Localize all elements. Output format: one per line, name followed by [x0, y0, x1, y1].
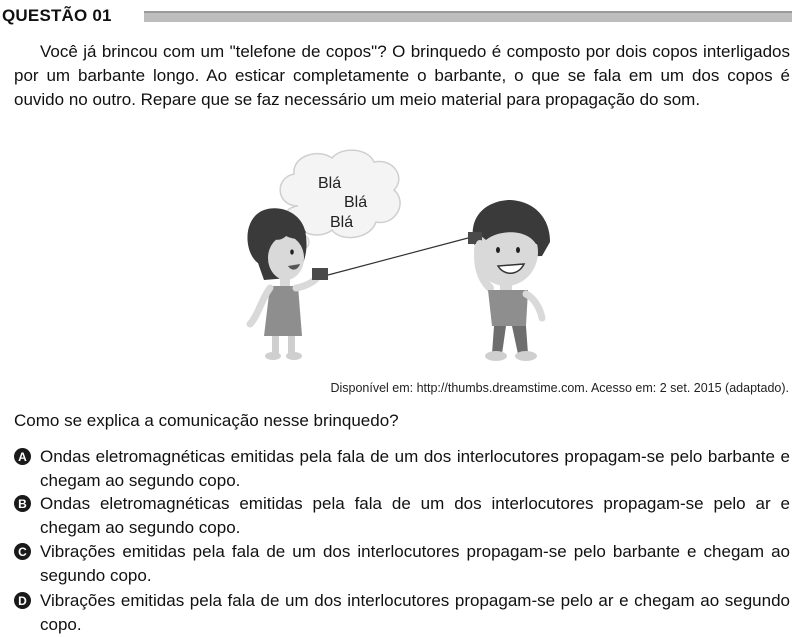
image-source-caption: Disponível em: http://thumbs.dreamstime.com. Acesso em: 2 set. 2015 (adaptado). [330, 381, 789, 395]
question-title: QUESTÃO 01 [2, 6, 112, 25]
string [328, 238, 468, 275]
option-letter-badge: D [14, 592, 31, 609]
option-c[interactable] [14, 540, 790, 588]
question-prompt: Como se explica a comunicação nesse brinquedo? [14, 411, 399, 430]
option-letter-badge: B [14, 495, 31, 512]
option-b[interactable] [14, 492, 790, 540]
tin-can-phone-illustration [236, 148, 566, 368]
option-d[interactable] [14, 589, 790, 637]
option-letter-badge: C [14, 543, 31, 560]
option-text: Ondas eletromagnéticas emitidas pela fala de um dos interlocutores propagam-se pelo ar e chegam ao segundo copo. [40, 494, 790, 537]
boy-figure [468, 200, 550, 361]
option-letter-badge: A [14, 448, 31, 465]
header-rule [144, 11, 792, 22]
option-text: Vibrações emitidas pela fala de um dos interlocutores propagam-se pelo ar e chegam ao segundo copo. [40, 591, 790, 634]
speech-line: Blá [318, 175, 342, 192]
passage-text: Você já brincou com um "telefone de copos"? O brinquedo é composto por dois copos interligados por um barbante longo. Ao esticar completamente o barbante, o que se fala em um dos copos é ouvido no outro. Repare que se faz necessário um meio material para propagação do som. [14, 42, 790, 109]
option-text: Ondas eletromagnéticas emitidas pela fala de um dos interlocutores propagam-se pelo barbante e chegam ao segundo copo. [40, 447, 790, 490]
passage [14, 40, 790, 112]
speech-line: Blá [330, 214, 354, 231]
option-a[interactable] [14, 445, 790, 493]
option-text: Vibrações emitidas pela fala de um dos interlocutores propagam-se pelo barbante e chegam ao segundo copo. [40, 542, 790, 585]
speech-line: Blá [344, 194, 368, 211]
question-header [2, 6, 792, 28]
